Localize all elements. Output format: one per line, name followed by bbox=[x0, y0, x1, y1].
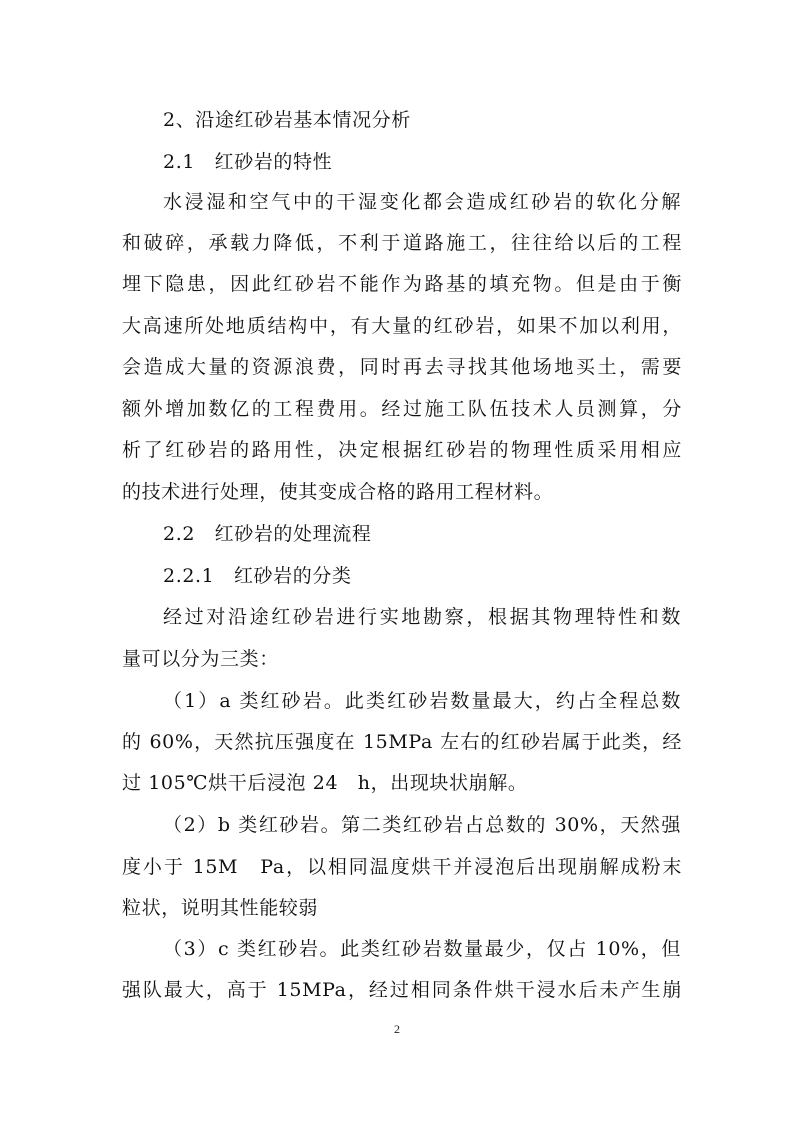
paragraph-line: 经过对沿途红砂岩进行实地勘察，根据其物理特性和数 bbox=[163, 606, 681, 628]
list-item-c-line: （3）c 类红砂岩。此类红砂岩数量最少，仅占 10%，但 bbox=[163, 938, 681, 960]
list-item-b-line: 度小于 15M Pa，以相同温度烘干并浸泡后出现崩解成粉末 bbox=[122, 856, 682, 878]
list-item-a-line: 过 105℃烘干后浸泡 24 h，出现块状崩解。 bbox=[122, 772, 528, 794]
list-item-b-line: （2）b 类红砂岩。第二类红砂岩占总数的 30%，天然强 bbox=[163, 814, 681, 836]
paragraph-line: 和破碎，承载力降低，不利于道路施工，往往给以后的工程 bbox=[122, 232, 682, 254]
paragraph-line: 水浸湿和空气中的干湿变化都会造成红砂岩的软化分解 bbox=[163, 191, 681, 213]
list-item-a-line: （1）a 类红砂岩。此类红砂岩数量最大，约占全程总数 bbox=[163, 690, 681, 712]
page-number: 2 bbox=[394, 1022, 400, 1036]
paragraph-line: 析了红砂岩的路用性，决定根据红砂岩的物理性质采用相应 bbox=[122, 439, 682, 461]
section-heading-2-2: 2.2 红砂岩的处理流程 bbox=[163, 523, 372, 545]
paragraph-line: 埋下隐患，因此红砂岩不能作为路基的填充物。但是由于衡 bbox=[122, 273, 682, 295]
paragraph-line: 额外增加数亿的工程费用。经过施工队伍技术人员测算，分 bbox=[122, 398, 682, 420]
paragraph-line: 的技术进行处理，使其变成合格的路用工程材料。 bbox=[122, 481, 554, 503]
paragraph-line: 量可以分为三类： bbox=[122, 648, 279, 670]
list-item-c-line: 强队最大，高于 15MPa，经过相同条件烘干浸水后未产生崩 bbox=[122, 979, 682, 1001]
section-heading-2-1: 2.1 红砂岩的特性 bbox=[163, 151, 333, 173]
list-item-b-line: 粒状，说明其性能较弱 bbox=[122, 897, 319, 919]
section-heading-2: 2、沿途红砂岩基本情况分析 bbox=[163, 109, 411, 131]
paragraph-line: 大高速所处地质结构中，有大量的红砂岩，如果不加以利用， bbox=[122, 315, 682, 337]
section-heading-2-2-1: 2.2.1 红砂岩的分类 bbox=[163, 565, 352, 587]
paragraph-line: 会造成大量的资源浪费，同时再去寻找其他场地买土，需要 bbox=[122, 356, 682, 378]
list-item-a-line: 的 60%，天然抗压强度在 15MPa 左右的红砂岩属于此类，经 bbox=[122, 731, 682, 753]
